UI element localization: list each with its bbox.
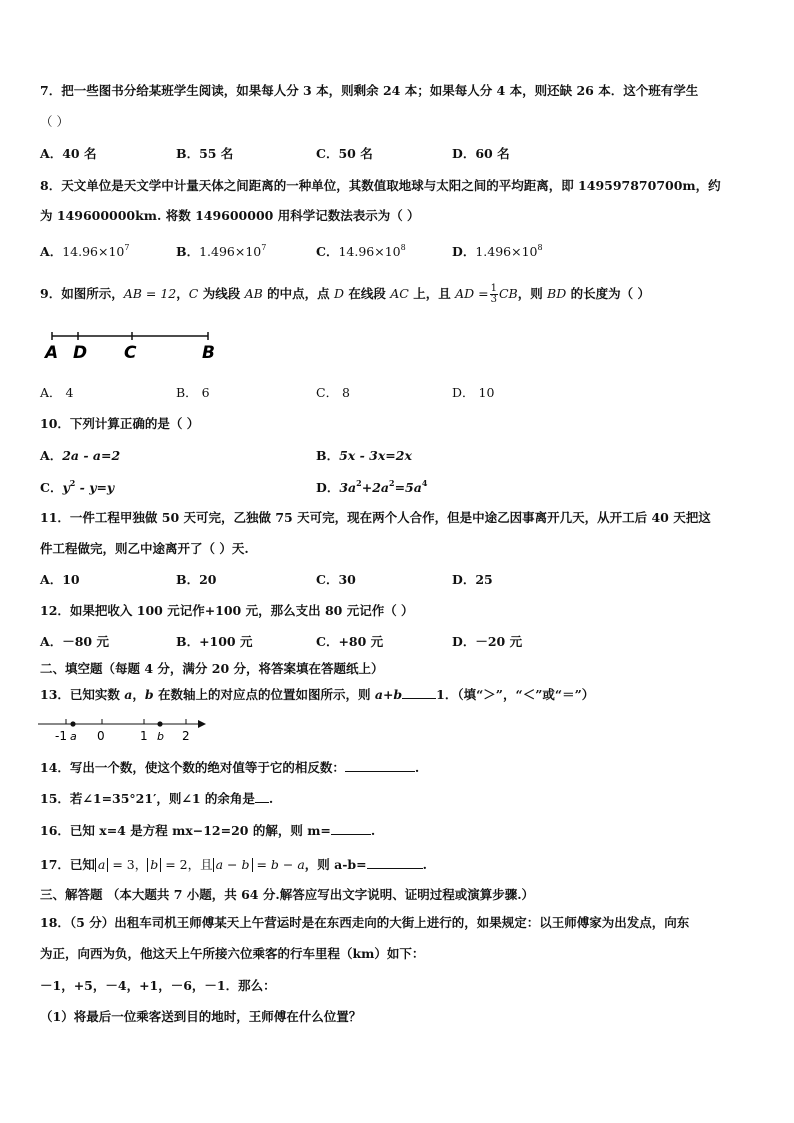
q18-values: －1，+5，－4，+1，－6，－1．那么：: [40, 978, 276, 993]
point-a-dot: [70, 721, 75, 726]
tick-label-0: 0: [97, 729, 105, 743]
q8-option-c: C．$14.96\times 10^8$: [316, 243, 406, 259]
q9-option-c: C． 8: [316, 385, 350, 400]
q18-text2: 为正，向西为负，他这天上午所接六位乘客的行车里程（km）如下：: [40, 946, 425, 961]
q7-options: [40, 145, 760, 163]
q11-option-a: A．10: [40, 572, 80, 587]
q9-option-a: A． 4: [40, 385, 74, 400]
q11-option-b: B．20: [176, 572, 217, 587]
q9-text: 9．如图所示，AB = 12，C 为线段 AB 的中点，点 D 在线段 AC 上，且 AD = $\frac{1}{3}$ CB，则 BD 的长度为（ ）: [40, 283, 650, 305]
figure-label-b: B: [202, 343, 215, 363]
q7-option-d: D．60 名: [452, 146, 510, 161]
q11-option-c: C．30: [316, 572, 356, 587]
q17-answer-blank[interactable]: [367, 856, 423, 869]
q12-option-d: D．－20 元: [452, 634, 523, 649]
q9-options: [40, 384, 760, 402]
q10-option-d: D．$3a^2+2a^2=5a^4$: [316, 478, 428, 495]
q18-text: 18．（5 分）出租车司机王师傅某天上午营运时是在东西走向的大街上进行的，如果规定：以王师傅家为出发点，向东: [40, 915, 690, 930]
section-solution-heading: 三、解答题 （本大题共 7 小题，共 64 分.解答应写出文字说明、证明过程或演算步骤.）: [40, 887, 535, 902]
q10-options-row1: [40, 447, 760, 465]
q10-options-row2: [40, 479, 760, 497]
q14-answer-blank[interactable]: [345, 759, 415, 772]
q12-options: [40, 633, 760, 651]
q15-text: 15．若∠1=35°21′，则∠1 的余角是 .: [40, 791, 274, 806]
figure-label-a: A: [45, 343, 59, 363]
point-b-dot: [157, 721, 162, 726]
q13-text: 13．已知实数 a，b 在数轴上的对应点的位置如图所示，则 a+b 1．（填“＞”，“＜”或“＝”）: [40, 687, 595, 702]
q11-option-d: D．25: [452, 572, 493, 587]
fraction-one-third: $\frac{1}{3}$: [490, 283, 497, 305]
q12-option-a: A．－80 元: [40, 634, 109, 649]
q10-option-c: C．$y^2 - y=y$: [40, 478, 115, 495]
q12-option-c: C．+80 元: [316, 634, 384, 649]
q7-option-b: B．55 名: [176, 146, 234, 161]
q15-answer-blank[interactable]: [255, 790, 269, 803]
q8-option-d: D．$1.496\times 10^8$: [452, 243, 543, 259]
q12-text: 12．如果把收入 100 元记作+100 元，那么支出 80 元记作（ ）: [40, 603, 414, 618]
q9-option-d: D． 10: [452, 385, 495, 400]
segment-figure: [40, 326, 230, 366]
q9-option-b: B． 6: [176, 385, 210, 400]
q12-option-b: B．+100 元: [176, 634, 253, 649]
q11-options: [40, 571, 760, 589]
q8-options: [40, 243, 760, 261]
number-line-figure: [36, 716, 216, 746]
figure-label-d: D: [73, 343, 88, 363]
q17-text: 17．已知 a = 3， b = 2，且 a − b = b − a，则 a-b= .: [40, 857, 428, 872]
q11-text: 11．一件工程甲独做 50 天可完，乙独做 75 天可完，现在两个人合作，但是中途乙因事离开几天，从开工后 40 天把这: [40, 510, 711, 525]
point-b-label: b: [157, 730, 164, 743]
figure-label-c: C: [124, 343, 137, 363]
tick-label-1: 1: [140, 729, 148, 743]
q14-text: 14．写出一个数，使这个数的绝对值等于它的相反数： .: [40, 760, 420, 775]
q10-option-a: A．2a - a=2: [40, 448, 121, 463]
q8-text: 8．天文单位是天文学中计量天体之间距离的一种单位，其数值取地球与太阳之间的平均距离，即 149597870700m，约: [40, 178, 721, 193]
q10-text: 10．下列计算正确的是（ ）: [40, 416, 200, 431]
q7-paren: （ ）: [40, 114, 69, 129]
q7-option-a: A．40 名: [40, 146, 97, 161]
tick-label-neg1: -1: [55, 729, 67, 743]
q8-option-a: A．$14.96\times 10^7$: [40, 243, 130, 259]
q10-option-b: B．5x - 3x=2x: [316, 448, 412, 463]
q7-option-c: C．50 名: [316, 146, 373, 161]
q8-text2: 为 149600000km. 将数 149600000 用科学记数法表示为（ ）: [40, 208, 420, 223]
q16-answer-blank[interactable]: [331, 822, 371, 835]
q11-text2: 件工程做完，则乙中途离开了（ ）天.: [40, 541, 249, 556]
q16-text: 16．已知 x=4 是方程 mx−12=20 的解，则 m= .: [40, 823, 376, 838]
q8-option-b: B．$1.496\times 10^7$: [176, 243, 267, 259]
q18-sub1: （1）将最后一位乘客送到目的地时，王师傅在什么位置？: [40, 1009, 362, 1024]
tick-label-2: 2: [182, 729, 190, 743]
section-fill-in-heading: 二、填空题（每题 4 分，满分 20 分，将答案填在答题纸上）: [40, 661, 384, 676]
q13-answer-blank[interactable]: [402, 686, 436, 699]
point-a-label: a: [70, 730, 77, 743]
q7-text: 7．把一些图书分给某班学生阅读，如果每人分 3 本，则剩余 24 本；如果每人分 4 本，则还缺 26 本．这个班有学生: [40, 83, 699, 98]
